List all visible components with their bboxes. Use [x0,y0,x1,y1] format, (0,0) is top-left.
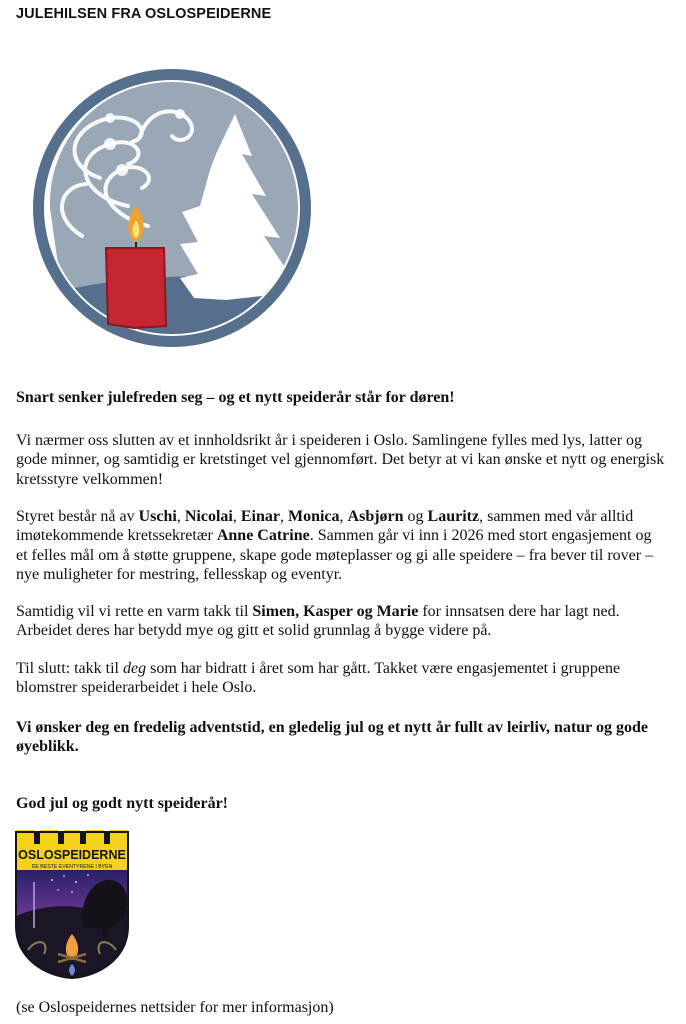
board-member-name: Asbjørn [347,508,404,525]
paragraph-board [16,507,666,585]
holiday-wish: Vi ønsker deg en fredelig adventstid, en gledelig jul og et nytt år fullt av leirliv, natur og gode øyeblikk. [16,719,648,756]
page-title: JULEHILSEN FRA OSLOSPEIDERNE [16,6,272,22]
board-member-name: Monica [287,508,340,525]
paragraph-board-text: . Sammen går vi inn i 2026 med stort engasjement og et felles mål om å støtte gruppene, skape gode møteplasser og gi alle speidere – fra bever til rover – nye muligheter for mestring, fellesskap og eventyr. [16,527,654,584]
paragraph-thanks-text: Samtidig vil vi rette en varm takk til [16,603,253,620]
paragraph-thanks [16,602,666,641]
paragraph-board-text: , [279,508,288,525]
paragraph-intro: Vi nærmer oss slutten av et innholdsrikt år i speideren i Oslo. Samlingene fylles med lys, latter og gode minner, og samtidig er kretstinget vel gjennomført. Det betyr at vi kan ønske et nytt og energisk kretsstyre velkommen! [16,432,665,488]
greeting: God jul og godt nytt speiderår! [16,795,228,812]
paragraph-board-text: Styret består nå av [16,508,139,525]
headline: Snart senker julefreden seg – og et nytt speiderår står for døren! [16,389,455,406]
christmas-candle-tree-emblem-icon [30,66,314,350]
secretary-name: Anne Catrine [216,527,310,545]
badge-name: OSLOSPEIDERNE [18,848,126,862]
board-member-name: Nicolai [184,508,233,525]
paragraph-board-text: , [176,508,185,525]
paragraph-closing-text: som har bidratt i året som har gått. Takket være engasjementet i gruppene blomstrer speiderarbeidet i hele Oslo. [16,660,621,697]
paragraph-board-text: , sammen med vår alltid imøtekommende kretssekretær [16,508,634,545]
board-member-name: Lauritz [427,508,480,525]
board-member-name: Uschi [138,508,177,525]
footer-note: (se Oslospeidernes nettsider for mer informasjon) [16,999,334,1016]
emphasis-deg: deg [123,660,147,677]
paragraph-closing [16,659,666,698]
board-member-name: Einar [240,508,280,525]
paragraph-board-text: , [339,508,348,525]
paragraph-board-text: og [403,508,428,525]
oslospeiderne-shield-icon [14,830,130,980]
paragraph-closing-text: Til slutt: takk til [16,660,123,677]
paragraph-board-text: , [232,508,241,525]
thanked-names: Simen, Kasper og Marie [252,603,419,620]
paragraph-thanks-text: for innsatsen dere har lagt ned. Arbeidet deres har betydd mye og gitt et solid grunnlag å bygge videre på. [16,603,620,640]
badge-tagline: DE BESTE EVENTYRENE I BYEN [31,864,113,870]
